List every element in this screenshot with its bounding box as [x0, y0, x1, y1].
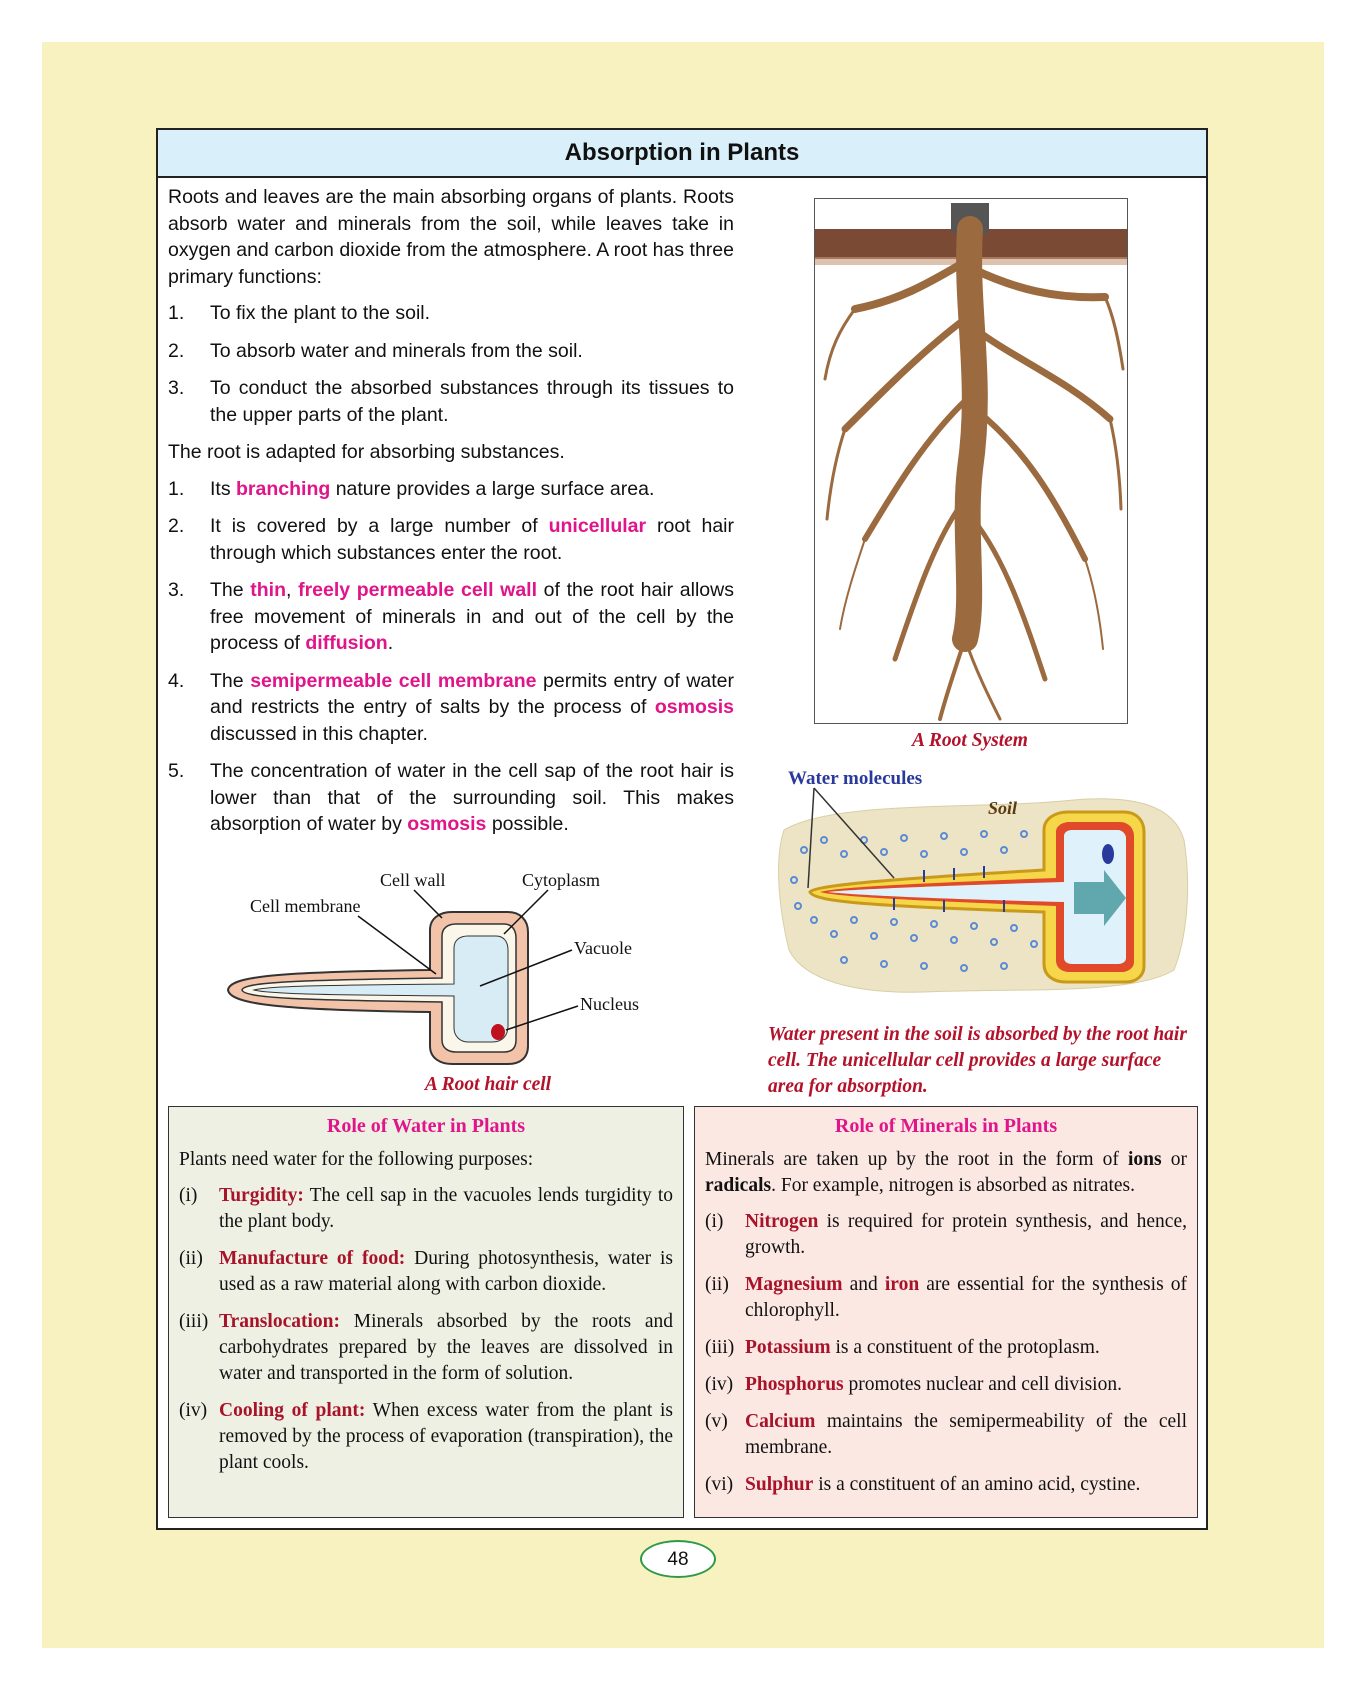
water-box-intro: Plants need water for the following purposes: [179, 1149, 534, 1170]
page-number: 48 [640, 1540, 716, 1578]
minerals-box-intro: Minerals are taken up by the root in the form of ions or radicals. For example, nitrogen is absorbed as nitrates. [705, 1149, 1187, 1196]
water-molecules-label: Water molecules [788, 770, 923, 789]
minerals-box-heading: Role of Minerals in Plants [834, 1115, 1058, 1137]
root-hair-cell-diagram [218, 856, 698, 1086]
list-item: (ii) Manufacture of food: During photosynthesis, water is used as a raw material along with carbon dioxide. [179, 1248, 673, 1295]
list-item: 2. To absorb water and minerals from the soil. [168, 339, 583, 362]
list-item: 1. Its branching nature provides a large surface area. [168, 477, 655, 500]
list-item: 3. To conduct the absorbed substances through its tissues to the upper parts of the plant. [168, 377, 734, 426]
list-item: 2. It is covered by a large number of unicellular root hair through which substances enter the root. [168, 515, 734, 564]
water-absorption-caption: Water present in the soil is absorbed by the root hair cell. The unicellular cell provides a large surface area for absorption. [768, 1024, 1187, 1097]
root-hair-cell-caption: A Root hair cell [424, 1074, 552, 1095]
list-item: (iii) Translocation: Minerals absorbed by the roots and carbohydrates prepared by the leaves are dissolved in water and transported in the form of solution. [179, 1311, 673, 1384]
list-item: (iv) Cooling of plant: When excess water from the plant is removed by the process of evaporation (transpiration), the plant cools. [179, 1400, 673, 1473]
list-item: (vi) Sulphur is a constituent of an amino acid, cystine. [705, 1474, 1141, 1495]
vacuole-label: Vacuole [574, 938, 632, 958]
water-roles-list [179, 1183, 673, 1476]
list-item: (iii) Potassium is a constituent of the protoplasm. [705, 1337, 1100, 1358]
soil-label: Soil [988, 798, 1018, 818]
role-of-water-box [168, 1106, 684, 1518]
main-text-column [168, 184, 734, 849]
list-item: (i) Nitrogen is required for protein synthesis, and hence, growth. [705, 1211, 1187, 1258]
cytoplasm-label: Cytoplasm [522, 870, 601, 890]
list-item: (iv) Phosphorus promotes nuclear and cell division. [705, 1374, 1122, 1395]
list-item: 4. The semipermeable cell membrane permits entry of water and restricts the entry of salts by the process of osmosis discussed in this chapter. [168, 669, 734, 745]
nucleus-label: Nucleus [580, 994, 639, 1014]
adapted-intro: The root is adapted for absorbing substances. [168, 441, 565, 463]
root-system-illustration [814, 198, 1128, 724]
content-frame [156, 128, 1208, 1530]
list-item: (v) Calcium maintains the semipermeability of the cell membrane. [705, 1411, 1187, 1458]
root-system-caption: A Root System [912, 730, 1028, 751]
list-item: 3. The thin, freely permeable cell wall of the root hair allows free movement of minerals in and out of the cell by the process of diffusion. [168, 579, 734, 654]
list-item: 1. To fix the plant to the soil. [168, 302, 431, 324]
role-of-minerals-box [694, 1106, 1198, 1518]
water-box-heading: Role of Water in Plants [326, 1115, 526, 1137]
mineral-roles-list [705, 1209, 1187, 1498]
list-item: (i) Turgidity: The cell sap in the vacuoles lends turgidity to the plant body. [179, 1185, 673, 1232]
cell-wall-label: Cell wall [380, 870, 446, 890]
adaptations-list [168, 476, 734, 838]
list-item: (ii) Magnesium and iron are essential for the synthesis of chlorophyll. [705, 1274, 1187, 1321]
intro-paragraph: Roots and leaves are the main absorbing organs of plants. Roots absorb water and minerals from the soil, while leaves take in oxygen and carbon dioxide from the atmosphere. A root has three primary functions: [168, 186, 734, 288]
cell-membrane-label: Cell membrane [250, 896, 361, 916]
page-title: Absorption in Plants [158, 130, 1206, 178]
list-item: 5. The concentration of water in the cell sap of the root hair is lower than that of the surrounding soil. This makes absorption of water by osmosis possible. [168, 760, 734, 835]
water-absorption-diagram [774, 770, 1194, 1000]
functions-list [168, 300, 734, 428]
